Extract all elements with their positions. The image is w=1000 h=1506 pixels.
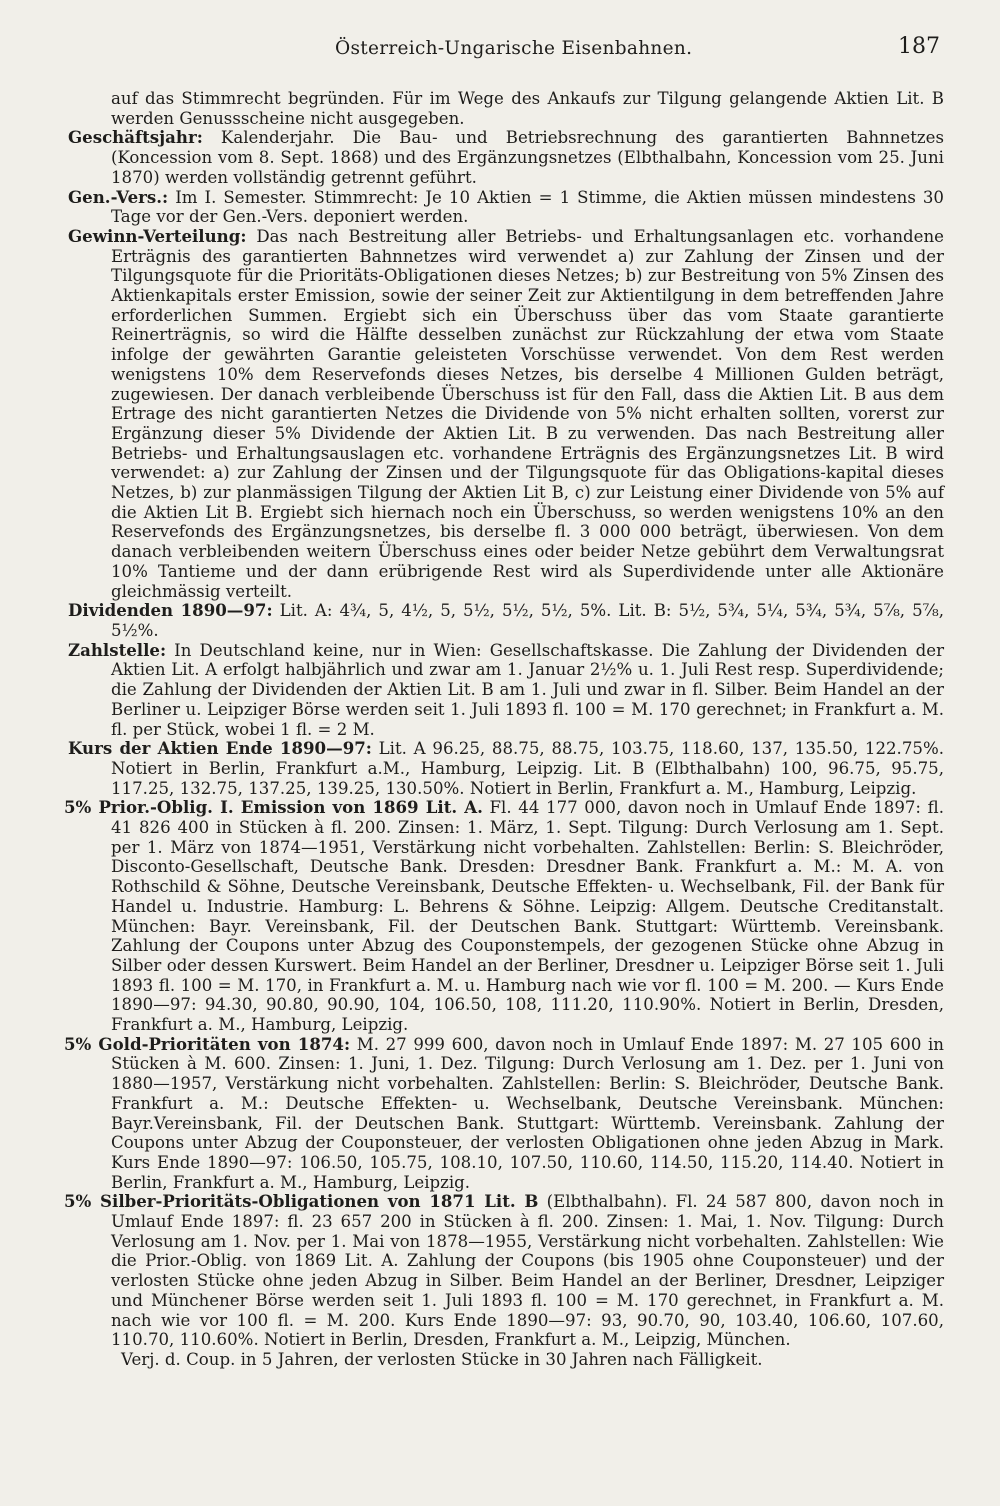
entry-heading: Gen.-Vers.: [68, 186, 169, 207]
page-body [64, 89, 944, 1370]
entry-text: Lit. A: 4¾, 5, 4½, 5, 5½, 5½, 5½, 5%. Lit. B: 5½, 5¾, 5¼, 5¾, 5¾, 5⅞, 5⅞, 5½%. [111, 601, 944, 640]
entry-heading: 5% Prior.-Oblig. I. Emission von 1869 Lit. A. [64, 797, 483, 818]
entry-dividenden [68, 601, 944, 640]
entry-verjaehrung [68, 1350, 944, 1370]
entry-text: Fl. 44 177 000, davon noch in Umlauf Ende 1897: fl. 41 826 400 in Stücken à fl. 200. Zinsen: 1. März, 1. Sept. Tilgung: Durch Verlosung am 1. Sept. per 1. März von 1874—1951, Verstärkung nicht vorbehalten. Zahlstellen: Berlin: S. Bleichröder, Disconto-Gesellschaft, Deutsche Bank. Dresden: Dresdner Bank. Frankfurt a. M.: M. A. von Rothschild & Söhne, Deutsche Vereinsbank, Deutsche Effekten- u. Wechselbank, Fil. der Bank für Handel u. Industrie. Hamburg: L. Behrens & Söhne. Leipzig: Allgem. Deutsche Creditanstalt. München: Bayr. Vereinsbank, Fil. der Deutschen Bank. Stuttgart: Württemb. Vereinsbank. Zahlung der Coupons unter Abzug des Couponstempels, der gezogenen Stücke ohne Abzug in Silber oder dessen Kurswert. Beim Handel an der Berliner, Dresdner u. Leipziger Börse seit 1. Juli 1893 fl. 100 = M. 170, in Frankfurt a. M. u. Hamburg nach wie vor fl. 100 = M. 200. — Kurs Ende 1890—97: 94.30, 90.80, 90.90, 104, 106.50, 108, 111.20, 110.90%. Notiert in Berlin, Dresden, Frankfurt a. M., Hamburg, Leipzig. [111, 798, 944, 1035]
page-header [0, 34, 1000, 64]
entry-prior-oblig-1869 [64, 797, 944, 1035]
entry-gewinn-verteilung [68, 227, 944, 601]
entry-heading: Zahlstelle: [68, 639, 167, 660]
entry-geschaeftsjahr [68, 128, 944, 187]
entry-heading: 5% Silber-Prioritäts-Obligationen von 1871 Lit. B [64, 1191, 539, 1212]
entry-zahlstelle [68, 641, 944, 740]
entry-text: (Elbthalbahn). Fl. 24 587 800, davon noch in Umlauf Ende 1897: fl. 23 657 200 in Stücken à fl. 200. Zinsen: 1. Mai, 1. Nov. Tilgung: Durch Verlosung am 1. Nov. per 1. Mai von 1878—1955, Verstärkung nicht vorbehalten. Zahlstellen: Wie die Prior.-Oblig. von 1869 Lit. A. Zahlung der Coupons (bis 1905 ohne Couponsteuer) und der verlosten Stücke ohne jeden Abzug in Silber. Beim Handel an der Berliner, Dresdner, Leipziger und Münchener Börse werden seit 1. Juli 1893 fl. 100 = M. 170 gerechnet, in Frankfurt a. M. nach wie vor 100 fl. = M. 200. Kurs Ende 1890—97: 93, 90.70, 90, 103.40, 106.60, 107.60, 110.70, 110.60%. Notiert in Berlin, Dresden, Frankfurt a. M., Leipzig, München. [111, 1192, 944, 1350]
entry-heading: 5% Gold-Prioritäten von 1874: [64, 1033, 351, 1054]
entry-heading: Geschäftsjahr: [68, 127, 203, 148]
running-title: Österreich-Ungarische Eisenbahnen. [335, 38, 693, 59]
entry-silber-prioritaeten-1871 [64, 1191, 944, 1350]
entry-kurs-der-aktien [68, 739, 944, 798]
paragraph-text: auf das Stimmrecht begründen. Für im Wege des Ankaufs zur Tilgung gelangende Aktien Lit. B werden Genussscheine nicht ausgegeben. [111, 89, 944, 128]
entry-gold-prioritaeten-1874 [64, 1033, 944, 1193]
entry-heading: Kurs der Aktien Ende 1890—97: [68, 738, 372, 759]
page-number: 187 [898, 34, 940, 59]
entry-text: M. 27 999 600, davon noch in Umlauf Ende 1897: M. 27 105 600 in Stücken à M. 600. Zinsen: 1. Juni, 1. Dez. Tilgung: Durch Verlosung am 1. Dez. per 1. Juni von 1880—1957, Verstärkung nicht vorbehalten. Zahlstellen: Berlin: S. Bleichröder, Deutsche Bank. Frankfurt a. M.: Deutsche Effekten- u. Wechselbank, Deutsche Vereinsbank. München: Bayr.Vereinsbank, Fil. der Deutschen Bank. Stuttgart: Württemb. Vereinsbank. Zahlung der Coupons unter Abzug der Couponsteuer, der verlosten Obligationen ohne jeden Abzug in Mark. Kurs Ende 1890—97: 106.50, 105.75, 108.10, 107.50, 110.60, 114.50, 115.20, 114.40. Notiert in Berlin, Frankfurt a. M., Hamburg, Leipzig. [111, 1034, 944, 1192]
paragraph-continuation [68, 89, 944, 128]
entry-text: Das nach Bestreitung aller Betriebs- und Erhaltungsanlagen etc. vorhandene Erträgnis des garantierten Bahnnetzes wird verwendet a) zur Zahlung der Zinsen und der Tilgungsquote für die Prioritäts-Obligationen dieses Netzes; b) zur Bestreitung von 5% Zinsen des Aktienkapitals erster Emission, sowie der seiner Zeit zur Aktientilgung in dem betreffenden Jahre erforderlichen Summen. Ergiebt sich ein Überschuss über das vom Staate garantierte Reinerträgnis, so wird die Hälfte desselben zunächst zur Rückzahlung der etwa vom Staate infolge der gewährten Garantie geleisteten Vorschüsse verwendet. Von dem Rest werden wenigstens 10% dem Reservefonds dieses Netzes, bis derselbe 4 Millionen Gulden beträgt, zugewiesen. Der danach verbleibende Überschuss ist für den Fall, dass die Aktien Lit. B aus dem Ertrage des nicht garantierten Netzes die Dividende von 5% nicht erhalten sollten, vorerst zur Ergänzung dieser 5% Dividende der Aktien Lit. B zu verwenden. Das nach Bestreitung aller Betriebs- und Erhaltungsauslagen etc. vorhandene Erträgnis des Ergänzungsnetzes Lit. B wird verwendet: a) zur Zahlung der Zinsen und der Tilgungsquote für das Obligations-kapital dieses Netzes, b) zur planmässigen Tilgung der Aktien Lit B, c) zur Leistung einer Dividende von 5% auf die Aktien Lit B. Ergiebt sich hiernach noch ein Überschuss, so werden wenigstens 10% an den Reservefonds des Ergänzungsnetzes, bis derselbe fl. 3 000 000 beträgt, überwiesen. Von dem danach verbleibenden weitern Überschuss eines oder beider Netze gebührt dem Verwaltungsrat 10% Tantieme und der dann erübrigende Rest wird als Superdividende unter alle Aktionäre gleichmässig verteilt. [111, 226, 944, 601]
entry-text: Im I. Semester. Stimmrecht: Je 10 Aktien = 1 Stimme, die Aktien müssen mindestens 30 Tage vor der Gen.-Vers. deponiert werden. [111, 187, 944, 227]
entry-text: Kalenderjahr. Die Bau- und Betriebsrechnung des garantierten Bahnnetzes (Koncession vom 8. Sept. 1868) und des Ergänzungsnetzes (Elbthalbahn, Koncession vom 25. Juni 1870) werden vollständig getrennt geführt. [111, 128, 944, 187]
entry-heading: Dividenden 1890—97: [68, 600, 273, 621]
entry-text: In Deutschland keine, nur in Wien: Gesellschaftskasse. Die Zahlung der Dividenden der Aktien Lit. A erfolgt halbjährlich und zwar am 1. Januar 2½% u. 1. Juli Rest resp. Superdividende; die Zahlung der Dividenden der Aktien Lit. B am 1. Juli und zwar in fl. Silber. Beim Handel an der Berliner u. Leipziger Börse werden seit 1. Juli 1893 fl. 100 = M. 170 gerechnet; in Frankfurt a. M. fl. per Stück, wobei 1 fl. = 2 M. [111, 640, 944, 739]
entry-text: Verj. d. Coup. in 5 Jahren, der verlosten Stücke in 30 Jahren nach Fälligkeit. [121, 1350, 763, 1369]
entry-gen-vers [68, 188, 944, 227]
entry-text: Lit. A 96.25, 88.75, 88.75, 103.75, 118.60, 137, 135.50, 122.75%. Notiert in Berlin, Frankfurt a.M., Hamburg, Leipzig. Lit. B (Elbthalbahn) 100, 96.75, 95.75, 117.25, 132.75, 137.25, 139.25, 130.50%. Notiert in Berlin, Frankfurt a. M., Hamburg, Leipzig. [111, 739, 944, 798]
entry-heading: Gewinn-Verteilung: [68, 225, 247, 246]
